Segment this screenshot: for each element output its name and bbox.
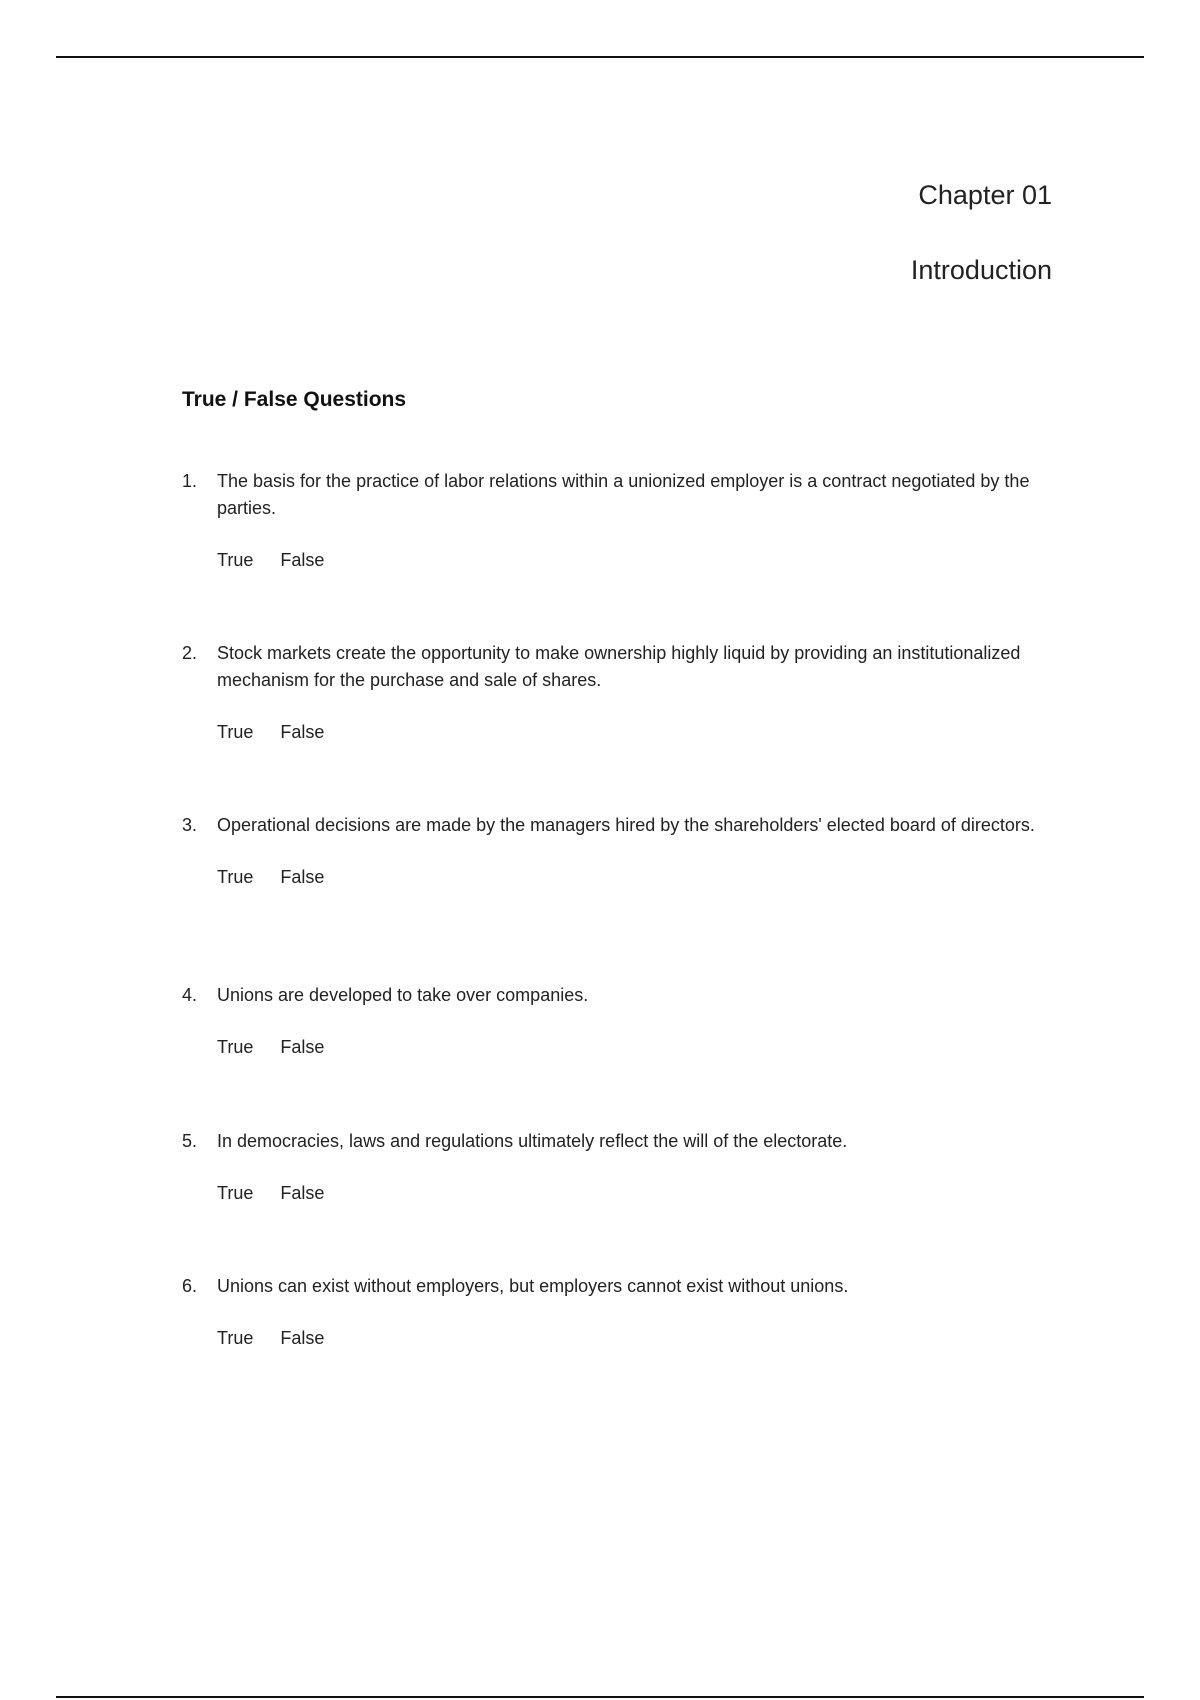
bottom-rule bbox=[56, 1696, 1144, 1698]
question-text: Operational decisions are made by the managers hired by the shareholders' elected board of directors. bbox=[217, 815, 1035, 835]
question-3 bbox=[182, 812, 1062, 891]
answer-options bbox=[217, 1180, 1062, 1207]
option-false[interactable]: False bbox=[280, 1037, 325, 1057]
option-true[interactable]: True bbox=[217, 722, 254, 742]
question-text: Unions are developed to take over companies. bbox=[217, 985, 589, 1005]
question-number: 5. bbox=[182, 1131, 198, 1151]
option-false[interactable]: False bbox=[280, 867, 325, 887]
option-false[interactable]: False bbox=[280, 550, 325, 570]
option-true[interactable]: True bbox=[217, 550, 254, 570]
answer-options bbox=[217, 1325, 1062, 1352]
question-number: 2. bbox=[182, 643, 198, 663]
question-6 bbox=[182, 1273, 1062, 1352]
answer-options bbox=[217, 719, 1062, 746]
question-4 bbox=[182, 982, 1062, 1061]
question-2 bbox=[182, 640, 1062, 746]
chapter-title: Introduction bbox=[910, 255, 1052, 285]
section-title: True / False Questions bbox=[182, 388, 407, 411]
option-true[interactable]: True bbox=[217, 1183, 254, 1203]
answer-options bbox=[217, 547, 1062, 574]
top-rule bbox=[56, 56, 1144, 58]
option-true[interactable]: True bbox=[217, 867, 254, 887]
option-false[interactable]: False bbox=[280, 722, 325, 742]
question-text: In democracies, laws and regulations ultimately reflect the will of the electorate. bbox=[217, 1131, 848, 1151]
option-true[interactable]: True bbox=[217, 1037, 254, 1057]
question-number: 6. bbox=[182, 1276, 198, 1296]
question-5 bbox=[182, 1128, 1062, 1207]
chapter-number: Chapter 01 bbox=[918, 180, 1052, 210]
question-text: The basis for the practice of labor relations within a unionized employer is a contract negotiated by the parties. bbox=[217, 471, 1030, 518]
chapter-heading bbox=[911, 180, 1052, 285]
answer-options bbox=[217, 1034, 1062, 1061]
question-text: Unions can exist without employers, but employers cannot exist without unions. bbox=[217, 1276, 849, 1296]
question-number: 4. bbox=[182, 985, 198, 1005]
option-true[interactable]: True bbox=[217, 1328, 254, 1348]
option-false[interactable]: False bbox=[280, 1183, 325, 1203]
question-number: 1. bbox=[182, 471, 198, 491]
question-text: Stock markets create the opportunity to make ownership highly liquid by providing an institutionalized mechanism for the purchase and sale of shares. bbox=[217, 643, 1021, 690]
question-number: 3. bbox=[182, 815, 198, 835]
option-false[interactable]: False bbox=[280, 1328, 325, 1348]
answer-options bbox=[217, 864, 1062, 891]
question-1 bbox=[182, 468, 1062, 574]
